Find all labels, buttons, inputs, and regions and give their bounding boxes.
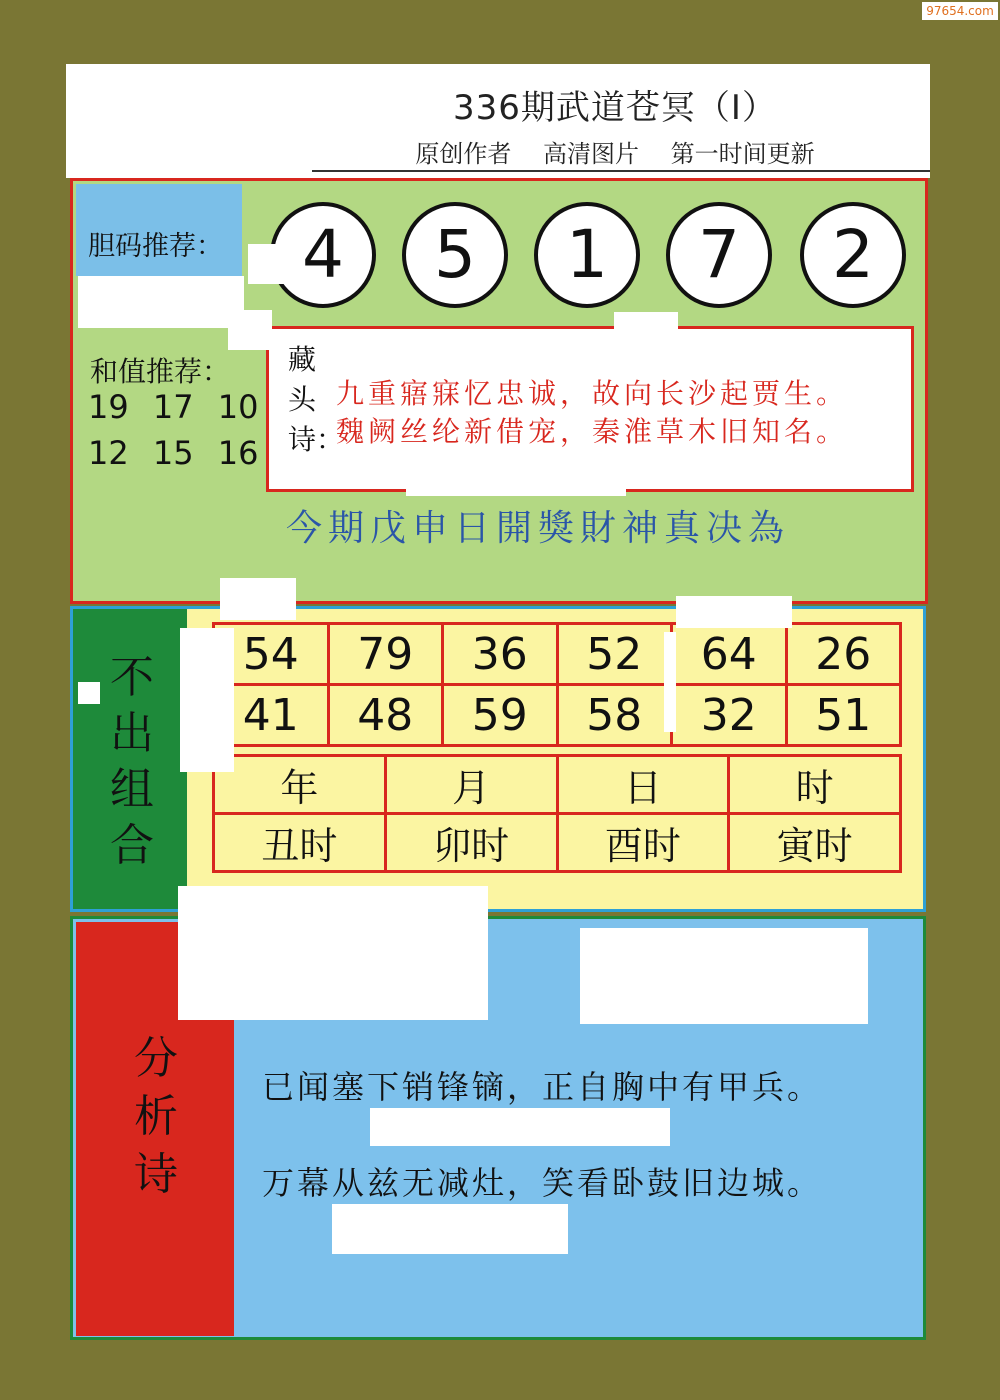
time-cell: 卯时 [385,814,557,872]
dan-label: 胆码推荐： [88,231,223,262]
redaction-patch [180,628,234,772]
number-cell: 26 [786,624,901,685]
redaction-patch [78,276,244,328]
redaction-patch [248,244,292,284]
hezhi-label: 和值推荐： [90,355,231,388]
cangtou-line-1: 九重寤寐忆忠诚，故向长沙起贾生。 [336,377,849,410]
number-ball: 4 [270,202,376,308]
number-cell: 48 [328,685,443,746]
header-divider [312,170,930,172]
cangtou-label: 藏头诗： [288,343,345,456]
redaction-patch [664,632,676,732]
redaction-patch [178,886,488,1020]
time-header: 时 [729,756,901,814]
table-row [214,624,901,685]
number-cell: 54 [214,624,329,685]
time-header: 日 [557,756,729,814]
redaction-patch [614,312,678,330]
fenxi-label: 分析诗 [134,1033,178,1200]
hezhi-row-2: 12 15 16 [88,434,259,472]
cangtou-line-2: 魏阙丝纶新借宠，秦淮草木旧知名。 [336,415,849,448]
fenxi-line-1: 已闻塞下销锋镝，正自胸中有甲兵。 [262,1068,823,1106]
redaction-patch [580,928,868,1024]
hezhi-row-1: 19 17 10 [88,388,259,426]
number-ball: 7 [666,202,772,308]
number-cell: 79 [328,624,443,685]
redaction-patch [220,578,296,620]
table-row [214,756,901,814]
table-row [214,814,901,872]
buchu-number-grid [212,622,902,747]
jue-text: 今期戊申日開獎財神真决為 [286,508,791,549]
site-tag: 97654.com [922,2,998,20]
number-ball: 5 [402,202,508,308]
time-cell: 丑时 [214,814,386,872]
redaction-patch [228,310,272,350]
dan-balls [270,202,910,312]
subtitle [310,134,920,169]
number-cell: 51 [786,685,901,746]
number-cell: 41 [214,685,329,746]
page-title: 336期武道苍冥（Ⅰ） [453,88,777,128]
buchu-time-grid [212,754,902,873]
number-cell: 64 [672,624,787,685]
redaction-patch [332,1204,568,1254]
number-cell: 58 [557,685,672,746]
subtitle-item: 第一时间更新 [670,140,815,168]
number-ball: 2 [800,202,906,308]
buchu-label: 不出组合 [110,652,154,871]
number-cell: 59 [443,685,558,746]
subtitle-item: 高清图片 [543,140,639,168]
fenxi-line-2: 万幕从兹无减灶，笑看卧鼓旧边城。 [262,1164,823,1202]
number-cell: 32 [672,685,787,746]
redaction-patch [78,682,100,704]
subtitle-item: 原创作者 [415,140,512,168]
redaction-patch [676,596,792,628]
time-cell: 酉时 [557,814,729,872]
number-ball: 1 [534,202,640,308]
time-header: 月 [385,756,557,814]
redaction-patch [370,1108,670,1146]
redaction-patch [406,470,626,496]
time-header: 年 [214,756,386,814]
number-cell: 36 [443,624,558,685]
time-cell: 寅时 [729,814,901,872]
number-cell: 52 [557,624,672,685]
table-row [214,685,901,746]
